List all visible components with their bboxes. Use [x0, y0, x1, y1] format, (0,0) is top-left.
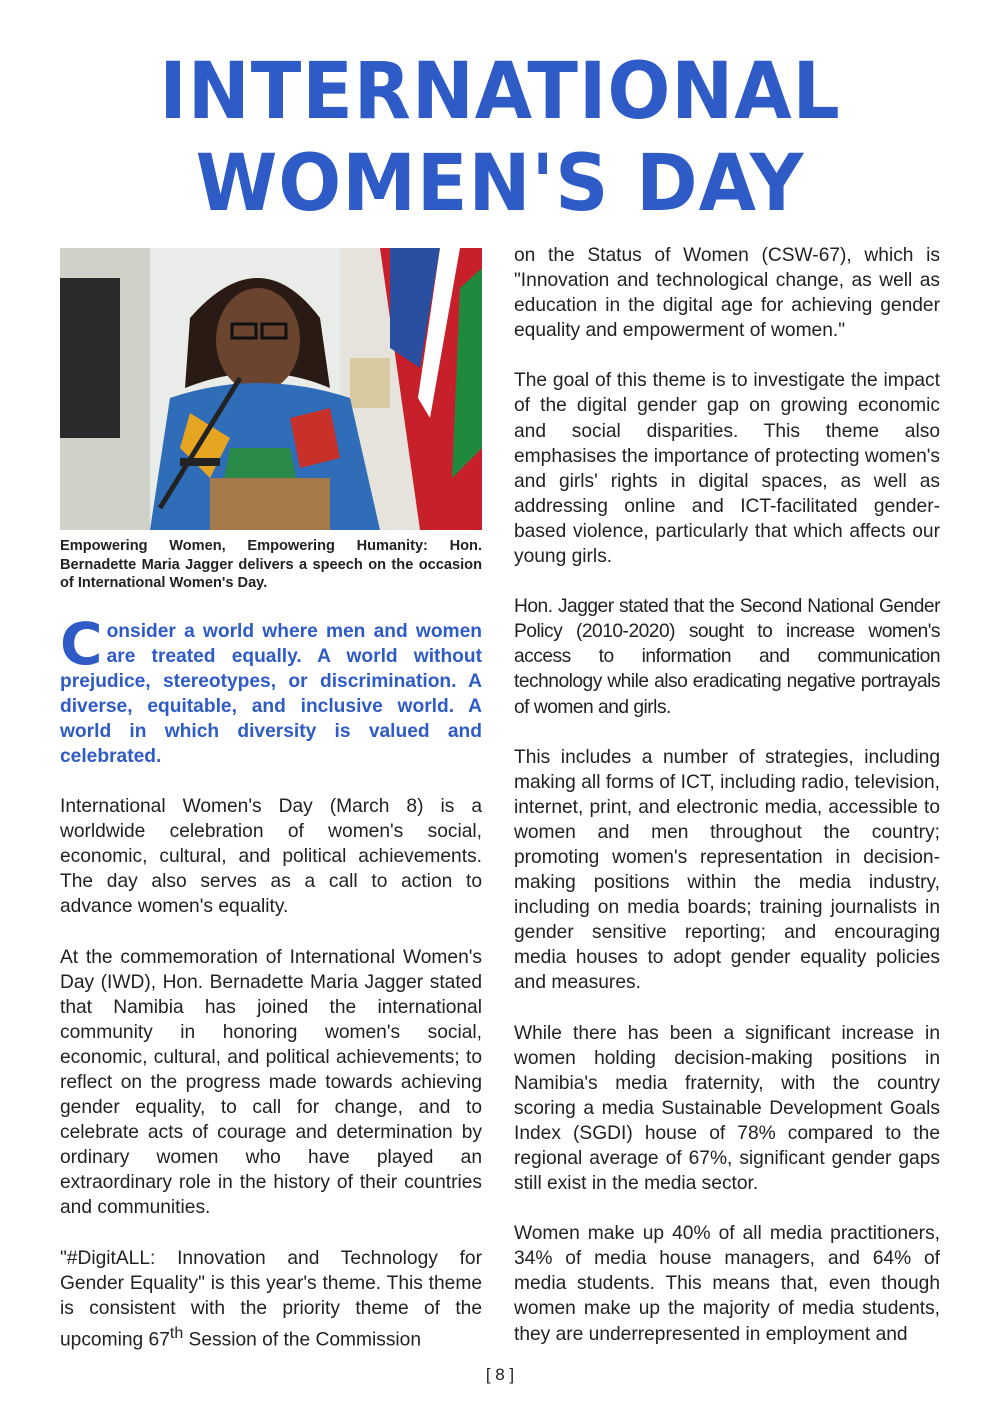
- left-column: [60, 248, 482, 1377]
- page-title: [25, 46, 975, 230]
- speaker-photo: [60, 248, 482, 530]
- page-number: [ 8 ]: [485, 1365, 515, 1384]
- photo-caption: Empowering Women, Empowering Humanity: Hon. Bernadette Maria Jagger delivers a speech on the occasion of International Women's Day.: [60, 538, 482, 591]
- theme-text-after: Session of the Commission: [183, 1329, 422, 1351]
- lead-paragraph: [60, 609, 482, 770]
- theme-text-before: "#DigitALL: Innovation and Technology for Gender Equality" is this year's theme. This theme is consistent with the priority theme of the upcoming 67: [60, 1247, 482, 1351]
- title-line-2: WOMEN'S DAY: [195, 139, 805, 229]
- right-paragraph-6: Women make up 40% of all media practitioners, 34% of media house managers, and 64% of media students. This means that, even though women make up the majority of media students, they are underrepresented in employment and: [514, 1223, 940, 1345]
- right-column: [514, 243, 940, 1372]
- right-paragraph-5: While there has been a significant increase in women holding decision-making positions in Namibia's media fraternity, with the country scoring a media Sustainable Development Goals Index (SGDI) house of 78% compared to the regional average of 67%, significant gender gaps still exist in the media sector.: [514, 1022, 940, 1195]
- theme-paragraph: [60, 1246, 482, 1353]
- drop-cap: C: [60, 609, 103, 678]
- left-paragraph-2: At the commemoration of International Women's Day (IWD), Hon. Bernadette Maria Jagger stated that Namibia has joined the international community in honoring women's social, economic, cultural, and political achievements; to reflect on the progress made towards achieving gender equality, to call for change, and to celebrate acts of courage and determination by ordinary women who have played an extraordinary role in the history of their countries and communities.: [60, 946, 482, 1219]
- theme-superscript: th: [169, 1324, 184, 1342]
- lead-text: onsider a world where men and women are treated equally. A world without prejudice, stereotypes, or discrimination. A diverse, equitable, and inclusive world. A world in which diversity is valued and celebrated.: [60, 620, 482, 767]
- title-line-1: INTERNATIONAL: [159, 47, 841, 137]
- right-paragraph-4: This includes a number of strategies, including making all forms of ICT, including radio, television, internet, print, and electronic media, accessible to women and men throughout the country; promoting women's representation in decision-making positions within the media industry, including on media boards; training journalists in gender sensitive reporting; and encouraging media houses to adopt gender equality policies and measures.: [514, 746, 940, 994]
- right-paragraph-2: The goal of this theme is to investigate the impact of the digital gender gap on growing economic and social disparities. This theme also emphasises the importance of protecting women's and girls' rights in digital spaces, as well as addressing online and ICT-facilitated gender-based violence, particularly that which affects our young girls.: [514, 370, 941, 568]
- left-paragraph-1: International Women's Day (March 8) is a worldwide celebration of women's social, economic, cultural, and political achievements. The day also serves as a call to action to advance women's equality.: [60, 796, 482, 918]
- right-paragraph-3: Hon. Jagger stated that the Second National Gender Policy (2010-2020) sought to increase women's access to information and communication technology while also eradicating negative portrayals of women and girls.: [514, 596, 940, 718]
- right-paragraph-1: on the Status of Women (CSW-67), which is "Innovation and technological change, as well as education in the digital age for achieving gender equality and empowerment of women.": [514, 245, 940, 342]
